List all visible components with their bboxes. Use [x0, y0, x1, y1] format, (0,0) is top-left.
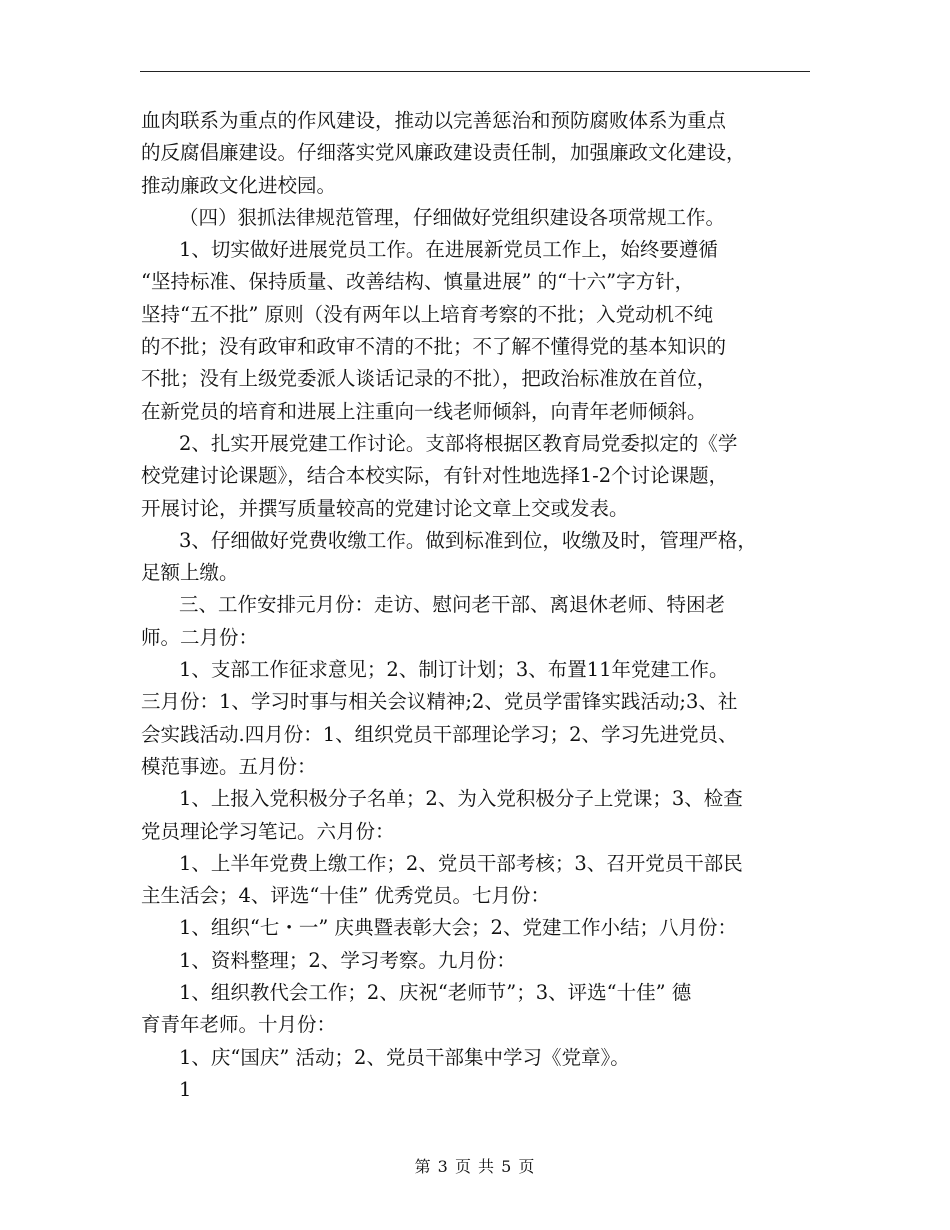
paragraph-line: 1、组织教代会工作；2、庆祝“老师节”；3、评选“十佳” 德 [179, 981, 692, 1005]
paragraph-line: 1、上半年党费上缴工作；2、党员干部考核；3、召开党员干部民 [179, 851, 743, 875]
paragraph-line: 校党建讨论课题》，结合本校实际，有针对性地选择1-2个讨论课题， [141, 464, 729, 488]
paragraph-line: 主生活会；4、评选“十佳” 优秀党员。七月份： [141, 884, 551, 908]
paragraph-line: 坚持“五不批” 原则（没有两年以上培育考察的不批；入党动机不纯 [141, 302, 714, 326]
paragraph-line: 3、仔细做好党费收缴工作。做到标准到位，收缴及时，管理严格， [179, 528, 757, 552]
paragraph-line: 的不批；没有政审和政审不清的不批；不了解不懂得党的基本知识的 [141, 335, 727, 359]
paragraph-line: 血肉联系为重点的作风建设，推动以完善惩治和预防腐败体系为重点 [141, 109, 727, 132]
paragraph-line: 会实践活动.四月份：1、组织党员干部理论学习；2、学习先进党员、 [141, 722, 738, 746]
paragraph-line: 1、支部工作征求意见；2、制订计划；3、布置11年党建工作。 [179, 658, 729, 682]
paragraph-line: 1、资料整理；2、学习考察。九月份： [179, 948, 516, 972]
paragraph-line: （四）狠抓法律规范管理，仔细做好党组织建设各项常规工作。 [179, 205, 726, 229]
paragraph-line: 1、组织“七・一” 庆典暨表彰大会；2、党建工作小结；八月份： [179, 916, 737, 940]
paragraph-line: 三月份：1、学习时事与相关会议精神;2、党员学雷锋实践活动;3、社 [141, 690, 738, 714]
paragraph-line: 足额上缴。 [141, 561, 239, 585]
paragraph-line: 三、工作安排元月份：走访、慰问老干部、离退休老师、特困老 [179, 593, 726, 617]
paragraph-line: 1、庆“国庆” 活动；2、党员干部集中学习《党章》。 [179, 1045, 630, 1069]
header-rule [140, 71, 810, 72]
paragraph-line: “坚持标准、保持质量、改善结构、慎量进展” 的“十六”字方针， [141, 270, 695, 294]
paragraph-line: 1、上报入党积极分子名单；2、为入党积极分子上党课；3、检查 [179, 787, 743, 811]
paragraph-line: 模范事迹。五月份： [141, 754, 317, 778]
paragraph-line: 推动廉政文化进校园。 [141, 173, 337, 197]
paragraph-line: 师。二月份： [141, 625, 259, 649]
paragraph-line: 在新党员的培育和进展上注重向一线老师倾斜，向青年老师倾斜。 [141, 399, 707, 423]
paragraph-line: 的反腐倡廉建设。仔细落实党风廉政建设责任制，加强廉政文化建设， [141, 141, 746, 165]
paragraph-line: 1 [179, 1077, 192, 1101]
document-body [141, 105, 813, 1106]
paragraph-line: 党员理论学习笔记。六月份： [141, 819, 395, 843]
paragraph-line: 开展讨论，并撰写质量较高的党建讨论文章上交或发表。 [141, 496, 629, 520]
paragraph-line: 1、切实做好进展党员工作。在进展新党员工作上，始终要遵循 [179, 238, 718, 262]
paragraph-line: 育青年老师。十月份： [141, 1013, 337, 1037]
paragraph-line: 不批；没有上级党委派人谈话记录的不批），把政治标准放在首位， [141, 367, 717, 391]
page-number-footer: 第 3 页 共 5 页 [414, 1157, 536, 1176]
paragraph-line: 2、扎实开展党建工作讨论。支部将根据区教育局党委拟定的《学 [179, 431, 738, 455]
